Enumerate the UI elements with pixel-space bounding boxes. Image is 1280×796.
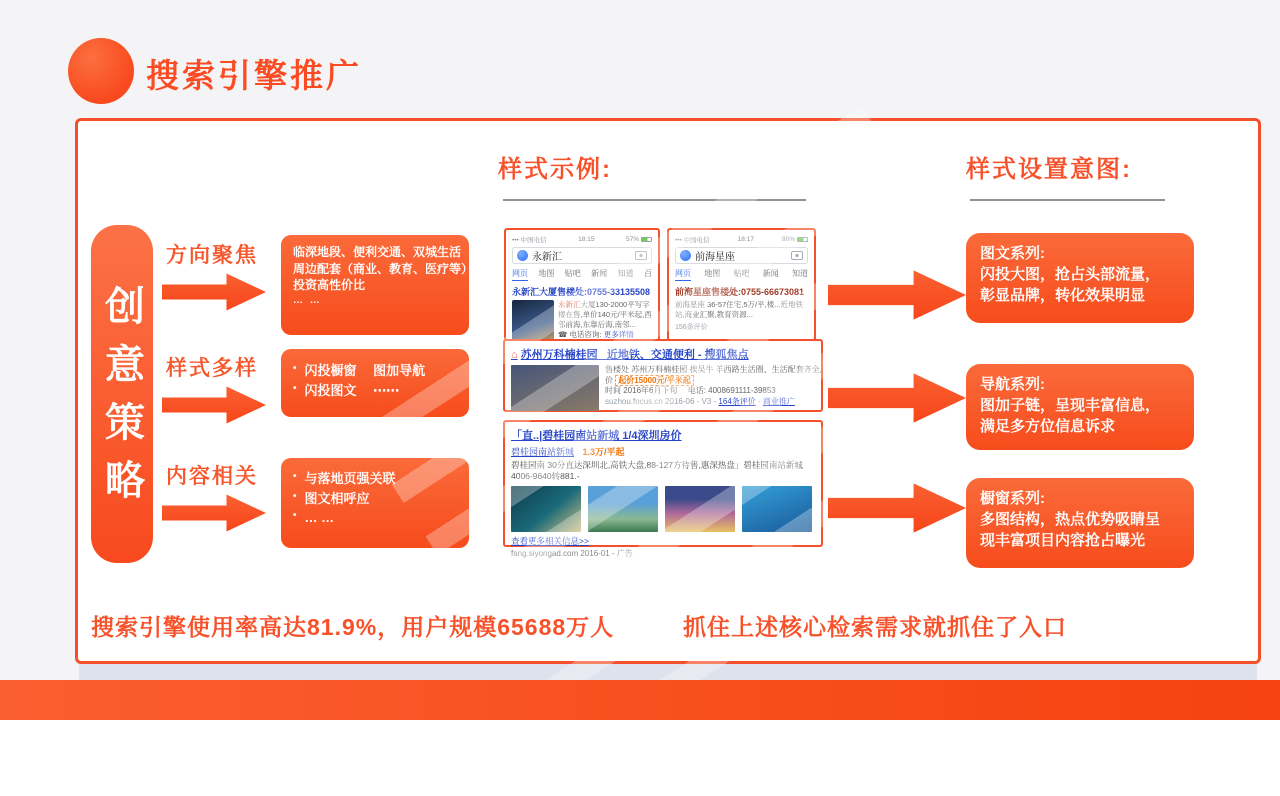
arrow3-icon [828, 480, 966, 536]
city-aerial-photo [511, 486, 581, 532]
nav-result-body [511, 365, 822, 411]
intent-box-chuchuang [966, 478, 1194, 568]
tab-tieba[interactable]: 贴吧 [733, 269, 750, 278]
residential-photo [588, 486, 658, 532]
result-description: 前海星座 36-57住宅,5万/平,楼...近地铁站,商业汇聚,教育资源... [675, 300, 803, 319]
title-bullet-icon [68, 38, 134, 104]
row1-ellipsis: … … [293, 294, 322, 306]
row3-label: 内容相关 [166, 465, 258, 488]
row2-box [281, 349, 469, 417]
clock-label: 18:17 [737, 236, 754, 243]
showcase-description: 碧桂园南 30分直达深圳北,高铁大盘,88-127方待售,惠深热盘」碧桂园南站新城 4006-9640转881.- [511, 460, 803, 482]
tab-map[interactable]: 地图 [704, 269, 721, 278]
showcase-price: 1.3万/平起 [582, 447, 625, 457]
row1-arrow-icon [162, 271, 266, 313]
bullet-dot-icon: • [293, 490, 297, 502]
intent-box-tuwen [966, 233, 1194, 323]
ad-link[interactable]: 商业推广 [762, 396, 795, 406]
tab-webpage[interactable]: 网页 [675, 268, 691, 281]
usage-stat-text: 搜索引擎使用率高达81.9%，用户规模65688万人 [91, 614, 615, 640]
battery-icon [797, 237, 808, 242]
nav-line1: 售楼处 苏州万科楠桂园 挨吴牛 羊西路生活圈、生活配套齐全, [605, 365, 822, 374]
intents-underline [970, 199, 1165, 201]
search-query: 永新汇 [532, 252, 562, 263]
result-description: 永新汇大厦130-2000平写字楼在售,单价140元/平米起,西邻前海,东靠后海,南邻... ☎ 电话咨询: 更多详情 [558, 300, 652, 351]
row3-bullet: • 图文相呼应 [293, 489, 457, 509]
row1-label: 方向聚焦 [166, 244, 258, 267]
bullet-dot-icon: • [293, 510, 297, 521]
intent-line: 闪投大图，抢占头部流量， [980, 266, 1161, 283]
nav-line3: 时间 2016年6月下旬 电话: 4008691111-39853 [605, 386, 776, 396]
arrow2-icon [828, 370, 966, 426]
building-photo [511, 365, 599, 411]
nav-series-screenshot [503, 339, 823, 412]
intent-title: 橱窗系列: [980, 490, 1045, 507]
more-info-link[interactable]: 查看更多相关信息>> [511, 536, 589, 547]
bottom-accent-bar [0, 680, 1280, 720]
battery-label: 57% [626, 236, 652, 243]
showcase-title-link[interactable]: 「直..|碧桂园南站新城 1/4深圳房价 [511, 430, 682, 442]
examples-heading: 样式示例: [498, 156, 612, 183]
reviews-link[interactable]: 164条评价 [718, 396, 756, 406]
row2-bullet: • 闪投橱窗 图加导航 [293, 361, 457, 381]
page-title: 搜索引擎推广 [146, 57, 362, 94]
showcase-series-screenshot [503, 420, 823, 559]
tab-news[interactable]: 新闻 [591, 269, 608, 278]
tab-baike[interactable]: 百 [643, 269, 652, 278]
result-title-link[interactable]: 前海星座售楼处:0755-66673081 [675, 287, 805, 297]
intent-title: 图文系列: [980, 245, 1045, 262]
intent-line: 彰显品牌，转化效果明显 [980, 287, 1146, 304]
search-input[interactable] [512, 247, 652, 264]
nav-result-title-link[interactable]: ⌂ 苏州万科楠桂园_ 近地铁、交通便利 - 搜狐焦点 [511, 349, 749, 361]
intent-line: 现丰富项目内容抢占曝光 [980, 532, 1146, 549]
phone-consult-line: ☎ 电话咨询: 更多详情 [558, 330, 634, 340]
row3-box [281, 458, 469, 548]
examples-underline [503, 199, 806, 201]
bullet-dot-icon: • [293, 363, 297, 374]
bullet-dot-icon: • [293, 382, 297, 394]
tab-news[interactable]: 新闻 [762, 269, 779, 278]
intent-line: 图加子链，呈现丰富信息， [980, 397, 1161, 414]
phone-screenshot-qianhaixingzuo [667, 228, 816, 341]
carrier-label: ••• 中国电信 [675, 237, 710, 244]
station-photo [742, 486, 812, 532]
building-photo [512, 300, 554, 342]
camera-icon[interactable] [791, 251, 803, 260]
creative-strategy-label: 创意策略 [99, 285, 144, 517]
camera-icon[interactable] [635, 251, 647, 260]
intent-line: 多图结构，热点优势吸睛呈 [980, 511, 1161, 528]
nav-footer: suzhou.focus.cn 2016-06 - V3 - 164条评价 - 商业推广 [605, 396, 795, 406]
tab-zhidao[interactable]: 知道 [617, 269, 634, 278]
phone-screenshot-yongxinhui [504, 228, 660, 341]
statusbar [512, 235, 652, 244]
row2-label: 样式多样 [166, 357, 258, 380]
house-icon: ⌂ [511, 349, 518, 361]
intents-heading: 样式设置意图: [966, 156, 1132, 183]
dusk-buildings-photo [665, 486, 735, 532]
showcase-subtitle [511, 445, 815, 458]
row2-bullet: • 闪投图文 ⋯⋯ [293, 381, 457, 401]
content-panel [75, 118, 1261, 664]
baidu-logo-icon [680, 250, 691, 261]
tab-tieba[interactable]: 贴吧 [564, 269, 581, 278]
battery-label: 80% [782, 236, 808, 243]
intent-line: 满足多方位信息诉求 [980, 418, 1116, 435]
more-details-link[interactable]: 更多详情 [603, 330, 634, 340]
tab-zhidao[interactable]: 知道 [792, 269, 808, 278]
tab-map[interactable]: 地图 [538, 269, 555, 278]
row1-box [281, 235, 474, 335]
takeaway-text: 抓住上述核心检索需求就抓住了入口 [683, 614, 1067, 640]
row3-bullet: • 与落地页强关联 [293, 469, 457, 489]
row3-arrow-icon [162, 492, 266, 534]
row3-bullet: • … … [293, 508, 457, 528]
showcase-sub-link[interactable]: 碧桂园南站新城 [511, 447, 575, 457]
brand-name: 永新汇 [558, 300, 581, 309]
statusbar [675, 235, 808, 244]
result-title-link[interactable]: 永新汇大厦售楼处:0755-33135508 [512, 287, 651, 297]
row1-line: 周边配套（商业、教育、医疗等） [293, 261, 474, 276]
search-tabs [675, 268, 808, 281]
clock-label: 18:15 [578, 236, 595, 243]
creative-strategy-pill [91, 225, 153, 563]
search-input[interactable] [675, 247, 808, 264]
showcase-thumbnails [511, 486, 815, 532]
carrier-label: ••• 中国电信 [512, 237, 547, 244]
nav-price-line: 价 起价15000元/平米起 [605, 376, 815, 387]
intent-title: 导航系列: [980, 376, 1045, 393]
baidu-logo-icon [517, 250, 528, 261]
search-tabs [512, 268, 652, 281]
price-highlight: 起价15000元/平米起 [615, 375, 693, 386]
row1-line: 投资高性价比 [293, 278, 366, 293]
search-query: 前海星座 [695, 252, 735, 263]
result-reviews: 156条评价 [675, 323, 708, 331]
tab-webpage[interactable]: 网页 [512, 268, 528, 281]
phone-icon: ☎ [558, 330, 568, 340]
row2-arrow-icon [162, 384, 266, 426]
row1-line: 临深地段、便利交通、双城生活 [293, 245, 462, 259]
nav-result-text [605, 365, 822, 411]
battery-icon [641, 237, 652, 242]
intent-box-daohang [966, 364, 1194, 450]
showcase-footer: fang.siyongad.com 2016-01 - 广告 [511, 549, 633, 559]
bullet-dot-icon: • [293, 471, 297, 482]
arrow1-icon [828, 267, 966, 323]
